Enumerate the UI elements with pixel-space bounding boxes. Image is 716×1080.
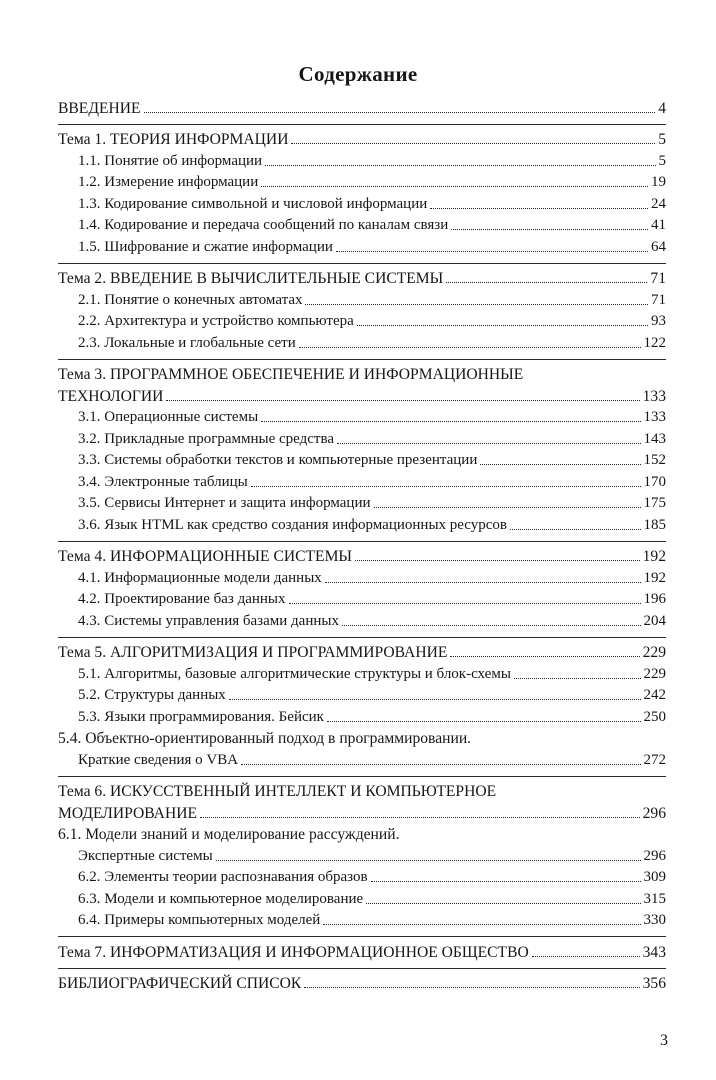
toc-subsection-line: 6.1. Модели знаний и моделирование рассуждений. — [58, 826, 400, 843]
toc-entry-page: 152 — [643, 452, 666, 468]
toc-entry-title: 4.1. Информационные модели данных — [78, 569, 322, 586]
toc-entry-title: 5.2. Структуры данных — [78, 687, 226, 703]
toc-bibliography — [58, 972, 666, 994]
toc-entry-title: 5.1. Алгоритмы, базовые алгоритмические структуры и блок-схемы — [78, 665, 511, 682]
section-divider — [58, 631, 666, 638]
toc-entry-title: 1.4. Кодирование и передача сообщений по каналам связи — [78, 217, 449, 233]
dot-leader — [261, 186, 648, 187]
dot-leader — [480, 464, 640, 465]
toc-entry-title: Тема 5. АЛГОРИТМИЗАЦИЯ И ПРОГРАММИРОВАНИЕ — [58, 644, 448, 661]
dot-leader — [450, 656, 639, 657]
section-divider — [58, 353, 666, 360]
toc-subsection-line — [58, 492, 666, 514]
toc-entry-title: Тема 1. ТЕОРИЯ ИНФОРМАЦИИ — [58, 131, 289, 148]
dot-leader — [366, 903, 640, 904]
toc-topic-line — [58, 545, 666, 567]
dot-leader — [532, 956, 640, 957]
toc-subsection-line — [58, 887, 666, 909]
toc-entry-title: 3.1. Операционные системы — [78, 409, 259, 425]
toc-subsection-line — [58, 705, 666, 727]
toc-entry-title: 5.3. Языки программирования. Бейсик — [78, 708, 324, 725]
toc-entry-page: 133 — [642, 387, 666, 405]
dot-leader — [323, 924, 640, 925]
toc-subsection-line — [58, 406, 666, 428]
dot-leader — [451, 229, 648, 230]
toc-subsection-line — [58, 609, 666, 631]
toc-topic-line: Тема 3. ПРОГРАММНОЕ ОБЕСПЕЧЕНИЕ И ИНФОРМАЦИОННЫЕ — [58, 366, 524, 383]
section-divider — [58, 535, 666, 542]
toc-topic-line — [58, 267, 666, 289]
toc-subsection-line — [58, 310, 666, 332]
page-number: 3 — [660, 1032, 668, 1049]
toc-subsection-line — [58, 427, 666, 449]
section-divider — [58, 930, 666, 937]
toc-subsection-line — [58, 288, 666, 310]
section-divider — [58, 962, 666, 969]
toc-entry-title: 3.2. Прикладные программные средства — [78, 430, 335, 447]
toc-entry-title: Тема 4. ИНФОРМАЦИОННЫЕ СИСТЕМЫ — [58, 548, 353, 565]
toc-entry-title: ТЕХНОЛОГИИ — [58, 387, 164, 405]
toc-subsection-line — [58, 192, 666, 214]
toc-entry-page: 93 — [651, 313, 666, 329]
toc-entry-page: 71 — [650, 270, 666, 287]
dot-leader — [337, 443, 640, 444]
toc-entry-page: 330 — [643, 912, 666, 928]
toc-entry-page: 272 — [643, 751, 666, 768]
dot-leader — [342, 625, 641, 626]
toc-entry-title: 1.5. Шифрование и сжатие информации — [78, 238, 333, 255]
toc-entry-title: БИБЛИОГРАФИЧЕСКИЙ СПИСОК — [58, 975, 302, 992]
toc-entry-title: Тема 7. ИНФОРМАТИЗАЦИЯ И ИНФОРМАЦИОННОЕ ОБЩЕСТВО — [58, 943, 529, 961]
toc-entry-page: 356 — [642, 975, 666, 992]
toc-subsection-line: 5.4. Объектно-ориентированный подход в программировании. — [58, 730, 472, 747]
toc-entry-page: 64 — [651, 238, 666, 255]
dot-leader — [299, 347, 641, 348]
toc-entry-page: 242 — [643, 687, 666, 703]
section-divider — [58, 257, 666, 264]
dot-leader — [229, 699, 641, 700]
dot-leader — [144, 112, 656, 113]
section-divider — [58, 770, 666, 777]
toc-subsection-line — [58, 909, 666, 931]
toc-entry-title: Экспертные системы — [78, 847, 213, 864]
dot-leader — [374, 507, 641, 508]
toc-subsection-line — [58, 684, 666, 706]
toc-topic-line — [58, 801, 666, 823]
toc-entry-page: 343 — [642, 943, 666, 961]
toc-entry-title: 3.4. Электронные таблицы — [78, 473, 248, 490]
table-of-contents — [58, 96, 666, 993]
toc-entry-page: 185 — [643, 516, 666, 533]
toc-entry-page: 229 — [643, 665, 666, 682]
dot-leader — [514, 678, 641, 679]
toc-subsection-line — [58, 662, 666, 684]
toc-subsection-line — [58, 513, 666, 535]
section-divider — [58, 118, 666, 125]
dot-leader — [216, 860, 641, 861]
toc-entry-page: 5 — [658, 152, 666, 169]
dot-leader — [446, 282, 647, 283]
toc-entry-page: 296 — [642, 804, 666, 822]
toc-entry-title: 1.2. Измерение информации — [78, 174, 259, 190]
toc-subsection-line — [58, 844, 666, 866]
toc-entry-title: 1.3. Кодирование символьной и числовой информации — [78, 195, 428, 212]
dot-leader — [251, 486, 641, 487]
toc-entry-page: 309 — [643, 869, 666, 885]
dot-leader — [510, 529, 640, 530]
toc-entry-title: 6.4. Примеры компьютерных моделей — [78, 912, 321, 928]
toc-entry-title: 6.2. Элементы теории распознавания образов — [78, 869, 368, 885]
toc-entry-page: 19 — [651, 174, 666, 190]
toc-subsection-line — [58, 449, 666, 471]
toc-entry-title: 4.3. Системы управления базами данных — [78, 612, 339, 629]
toc-entry-title: 3.5. Сервисы Интернет и защита информации — [78, 495, 371, 511]
toc-entry-title: 4.2. Проектирование баз данных — [78, 591, 286, 607]
toc-entry-page: 192 — [642, 548, 666, 565]
dot-leader — [261, 421, 640, 422]
toc-subsection-line — [58, 588, 666, 610]
dot-leader — [305, 304, 648, 305]
dot-leader — [241, 764, 640, 765]
toc-entry-title: 3.3. Системы обработки текстов и компьютерные презентации — [78, 452, 478, 468]
toc-intro — [58, 96, 666, 118]
toc-entry-page: 4 — [658, 99, 666, 117]
toc-entry-title: 2.3. Локальные и глобальные сети — [78, 334, 296, 351]
toc-subsection-line — [58, 566, 666, 588]
toc-topic-line — [58, 940, 666, 962]
dot-leader — [371, 881, 641, 882]
toc-subsection-line — [58, 470, 666, 492]
dot-leader — [289, 603, 641, 604]
dot-leader — [325, 582, 641, 583]
toc-entry-page: 133 — [643, 409, 666, 425]
dot-leader — [336, 251, 648, 252]
dot-leader — [327, 721, 641, 722]
toc-entry-title: Краткие сведения о VBA — [78, 751, 239, 768]
dot-leader — [304, 987, 639, 988]
dot-leader — [265, 165, 655, 166]
toc-entry-page: 250 — [643, 708, 666, 725]
toc-entry-page: 41 — [651, 217, 666, 233]
toc-subsection-line — [58, 748, 666, 770]
toc-entry-page: 71 — [651, 291, 666, 308]
toc-subsection-line — [58, 331, 666, 353]
toc-entry-title: 1.1. Понятие об информации — [78, 152, 263, 169]
toc-entry-title: ВВЕДЕНИЕ — [58, 99, 141, 117]
toc-entry-page: 204 — [643, 612, 666, 629]
toc-subsection-line — [58, 214, 666, 236]
toc-entry-title: МОДЕЛИРОВАНИЕ — [58, 804, 197, 822]
toc-subsection-line — [58, 171, 666, 193]
dot-leader — [355, 560, 640, 561]
toc-entry-page: 229 — [642, 644, 666, 661]
toc-entry-title: Тема 2. ВВЕДЕНИЕ В ВЫЧИСЛИТЕЛЬНЫЕ СИСТЕМЫ — [58, 270, 444, 287]
toc-entry-title: 2.1. Понятие о конечных автоматах — [78, 291, 303, 308]
dot-leader — [357, 325, 648, 326]
dot-leader — [291, 143, 655, 144]
toc-entry-page: 122 — [643, 334, 666, 351]
toc-subsection-line — [58, 235, 666, 257]
toc-entry-page: 170 — [643, 473, 666, 490]
dot-leader — [166, 400, 639, 401]
toc-subsection-line — [58, 149, 666, 171]
toc-topic-line — [58, 384, 666, 406]
toc-entry-page: 5 — [658, 131, 666, 148]
dot-leader — [200, 817, 640, 818]
toc-entry-page: 315 — [643, 890, 666, 907]
toc-entry-page: 175 — [643, 495, 666, 511]
toc-entry-page: 143 — [643, 430, 666, 447]
toc-entry-page: 24 — [651, 195, 666, 212]
toc-entry-title: 3.6. Язык HTML как средство создания информационных ресурсов — [78, 516, 508, 533]
toc-subsection-line — [58, 866, 666, 888]
toc-entry-page: 296 — [643, 847, 666, 864]
page-title: Содержание — [298, 62, 418, 86]
toc-topic-line — [58, 128, 666, 150]
toc-topic-line — [58, 641, 666, 663]
toc-topic-line: Тема 6. ИСКУССТВЕННЫЙ ИНТЕЛЛЕКТ И КОМПЬЮТЕРНОЕ — [58, 783, 497, 800]
toc-entry-page: 196 — [643, 591, 666, 607]
toc-entry-title: 6.3. Модели и компьютерное моделирование — [78, 890, 364, 907]
toc-entry-page: 192 — [643, 569, 666, 586]
toc-entry-title: 2.2. Архитектура и устройство компьютера — [78, 313, 354, 329]
dot-leader — [430, 208, 648, 209]
